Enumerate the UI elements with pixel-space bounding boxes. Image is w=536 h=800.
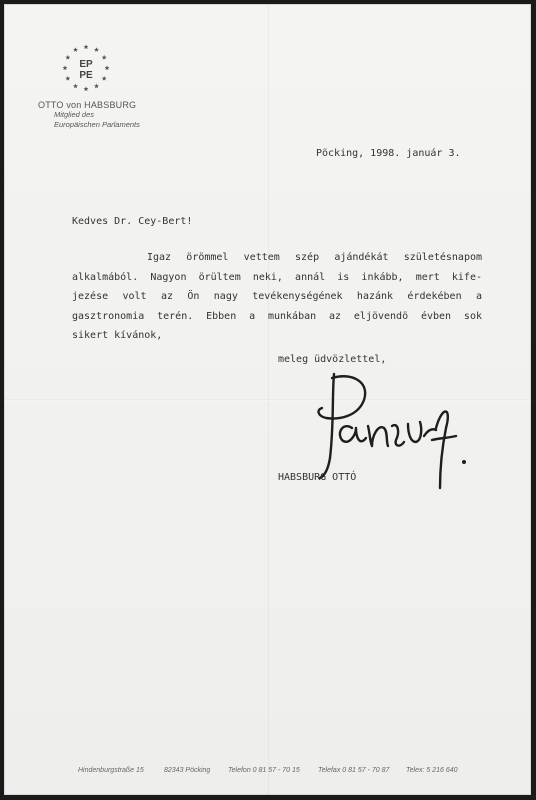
- letter-date: Pöcking, 1998. január 3.: [316, 148, 461, 159]
- logo-star: [84, 86, 89, 91]
- logo-star: [84, 44, 89, 49]
- body-line: gasztronomia terén. Ebben a munkában az eljövendö évben sok: [72, 310, 482, 322]
- logo-star: [102, 76, 107, 81]
- letterhead-block: [38, 100, 140, 130]
- logo-text-bottom: PE: [79, 70, 93, 81]
- logo-text-top: EP: [79, 59, 93, 70]
- ep-pe-logo: [60, 42, 112, 94]
- body-line: sikert kívánok,: [72, 330, 163, 341]
- letter-page: [4, 4, 531, 795]
- signature-name: HABSBURG OTTÓ: [278, 472, 357, 483]
- logo-star: [94, 47, 99, 52]
- logo-star: [105, 65, 110, 70]
- footer-address: Hindenburgstraße 15: [78, 767, 144, 774]
- letter-salutation: Kedves Dr. Cey-Bert!: [72, 216, 193, 227]
- footer-telefax: Telefax 0 81 57 - 70 87: [318, 767, 390, 774]
- logo-star: [63, 65, 68, 70]
- letter-closing: meleg üdvözlettel,: [278, 354, 387, 365]
- letterhead-subtitle-1: Mitglied des: [54, 110, 95, 119]
- logo-star: [65, 55, 70, 60]
- logo-star: [102, 55, 107, 60]
- footer-telex: Telex: 5 216 640: [406, 767, 458, 774]
- logo-star: [73, 47, 78, 52]
- body-line: jezése volt az Ön nagy tevékenységének hazánk érdekében a: [72, 291, 482, 302]
- logo-star: [65, 76, 70, 81]
- logo-star: [94, 84, 99, 89]
- letter-body: [72, 248, 482, 346]
- body-line: Igaz örömmel vettem szép ajándékát születésnapom: [147, 252, 482, 263]
- body-line: alkalmából. Nagyon örültem neki, annál is inkább, mert kife-: [72, 271, 482, 283]
- letterhead-name: OTTO von HABSBURG: [38, 100, 137, 110]
- footer-city: 82343 Pöcking: [164, 767, 211, 774]
- letterhead-subtitle-2: Europäischen Parlaments: [54, 120, 140, 129]
- footer-telefon: Telefon 0 81 57 - 70 15: [228, 767, 300, 774]
- logo-star: [73, 84, 78, 89]
